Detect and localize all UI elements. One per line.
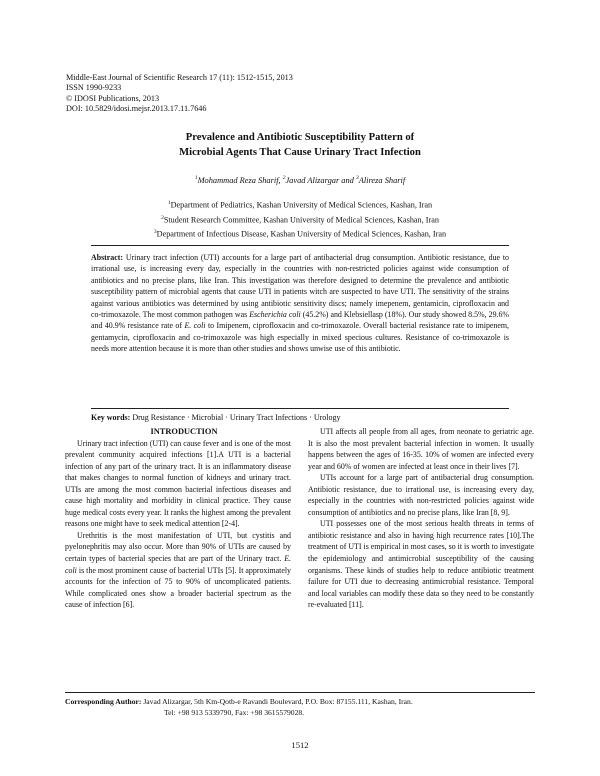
author-3-sup: 3	[355, 175, 359, 181]
page-number: 1512	[291, 740, 309, 750]
corresponding-author-line-1	[65, 697, 535, 708]
footer-rule	[65, 692, 535, 693]
title-line-1: Prevalence and Antibiotic Susceptibility Pattern of	[185, 132, 415, 143]
author-1-sup: 1	[194, 175, 198, 181]
keywords-label: Key words:	[91, 413, 131, 422]
abstract-text-1: Urinary tract infection (UTI) accounts for a large part of antibacterial drug consumption. Antibiotic resistance, due to irrational use, is increasing every day, especially in the countries with non-restricted policies against wide consumption of antibiotics and no precise plans, like Iran. This investigation was therefore designed to determine the prevalence and antibiotic susceptibility pattern of microbial agents that cause UTI in patients witch are suspected to have UTI. The sensitivity of the strains against various antibiotics was determined by using antibiotic sensitivity discs; namely imepenem, gentamicin, ciprofloxacin and co-trimoxazole. The most common pathogen was	[91, 253, 509, 320]
corresponding-author-label: Corresponding Author:	[65, 697, 142, 706]
journal-header	[66, 73, 466, 115]
abstract-ecoli-1: Escherichia coli	[249, 310, 301, 320]
abstract-label: Abstract:	[91, 253, 123, 262]
intro-paragraph-2a: Urethritis is the most manifestation of UTI, but cystitis and pyelonephritis may also occur. More than 90% of UTIs are caused by certain types of bacterial species that are part of the Urinary tract.	[65, 530, 291, 564]
introduction-heading: INTRODUCTION	[150, 427, 218, 436]
author-3: Alireza Sharif	[358, 175, 406, 185]
intro-paragraph-5: UTI possesses one of the most serious health threats in terms of antibiotic resistance and also in having high recurrence rates [10].The treatment of UTI is empirical in most cases, so it is worth to investigate the epidemiology and antimicrobial susceptibility of the causing organisms. These kinds of studies help to reduce antibiotic treatment failure for UTI due to decreasing antimicrobial resistance. Temporal and local variables can modify these data so they need to be constantly re-evaluated [11].	[308, 519, 534, 610]
journal-copyright: © IDOSI Publications, 2013	[66, 93, 160, 103]
abstract-text-2: (45.2%) and Klebsiellasp (18%). Our study showed 8.5%, 29.6% and 40.9% resistance rate of	[91, 310, 510, 331]
title-line-2: Microbial Agents That Cause Urinary Tract Infection	[179, 146, 421, 158]
author-list	[60, 175, 540, 185]
journal-issn: ISSN 1990-9233	[66, 83, 122, 93]
intro-paragraph-4: UTIs account for a large part of antibacterial drug consumption. Antibiotic resistance, due to irrational use, is increasing every day, especially in the countries with non-restricted policies against wide consumption of antibiotics and no precise plans, like Iran [8, 9].	[308, 473, 534, 517]
affiliations	[60, 197, 540, 241]
affiliation-2-sup: 2	[161, 214, 164, 221]
affiliation-1	[60, 197, 540, 212]
right-column	[308, 426, 534, 611]
intro-paragraph-2b: is the most prominent cause of bacterial UTIs [5]. It approximately accounts for the infection of 75 to 90% of uncomplicated patients. While complicated ones show a broader bacterial spectrum as the cause of infection [6].	[65, 565, 291, 610]
affiliation-1-sup: 1	[167, 200, 171, 206]
journal-citation: Middle-East Journal of Scientific Research 17 (11): 1512-1515, 2013	[66, 73, 293, 82]
intro-ecoli: E. coli	[65, 554, 291, 575]
left-column	[65, 426, 291, 611]
abstract-text-3: to Imipenem, ciprofloxacin and co-trimoxazole. Overall bacterial resistance rate to imipenem, gentamycin, ciprofloxacin and co-trimoxazole was high especially in mixed specious cultures. Resistance of co-trimoxazole is needs more attention because it is more than other studies and shows unwise use of this antibiotic.	[91, 321, 509, 354]
affiliation-2	[60, 212, 540, 227]
author-1: Mohammad Reza Sharif,	[197, 175, 283, 185]
author-2: Javad Alizargar and	[285, 175, 356, 185]
affiliation-3-sup: 3	[153, 229, 157, 236]
affiliation-3	[60, 226, 540, 241]
abstract-bottom-rule	[91, 408, 509, 409]
affiliation-1-text: Department of Pediatrics, Kashan University of Medical Sciences, Kashan, Iran	[170, 200, 433, 210]
intro-paragraph-2	[65, 530, 291, 611]
abstract-ecoli-2: E. coli	[184, 321, 206, 331]
keywords-text: Drug Resistance · Microbial · Urinary Tract Infections · Urology	[130, 413, 341, 422]
intro-paragraph-1: Urinary tract infection (UTI) can cause fever and is one of the most prevalent community acquired infections [1].A UTI is a bacterial infection of any part of the urinary tract. It is an inflammatory disease that makes changes to normal function of kidneys and urinary tract. UTIs are among the most common bacterial infectious diseases and cause high mortality and morbidity in clinical practice. They cause huge medical costs every year. It ranks the highest among the prevalent reasons one might have to seek medical attention [2-4].	[65, 438, 291, 529]
corresponding-author-address: Javad Alizargar, 5th Km-Qotb-e Ravandi Boulevard, P.O. Box: 87155.111, Kashan, Iran.	[141, 697, 413, 706]
abstract-top-rule	[91, 245, 509, 246]
paper-title	[60, 131, 540, 160]
intro-paragraph-3: UTI affects all people from all ages, from neonate to geriatric age. It is also the most prevalent bacterial infection in women. It usually happens between the ages of 16-35. 10% of women are infected every year and 60% of women are infected at least once in their lives [7].	[308, 427, 534, 471]
journal-doi: DOI: 10.5829/idosi.mejsr.2013.17.11.7646	[66, 104, 207, 114]
corresponding-author	[65, 697, 535, 719]
corresponding-author-contact: Tel: +98 913 5339790, Fax: +98 3615579028.	[164, 707, 305, 717]
keywords	[91, 413, 509, 422]
affiliation-2-text: Student Research Committee, Kashan University of Medical Sciences, Kashan, Iran	[163, 215, 439, 225]
abstract	[91, 252, 509, 355]
affiliation-3-text: Department of Infectious Disease, Kashan University of Medical Sciences, Kashan, Iran	[156, 230, 447, 240]
author-2-sup: 2	[282, 175, 286, 181]
